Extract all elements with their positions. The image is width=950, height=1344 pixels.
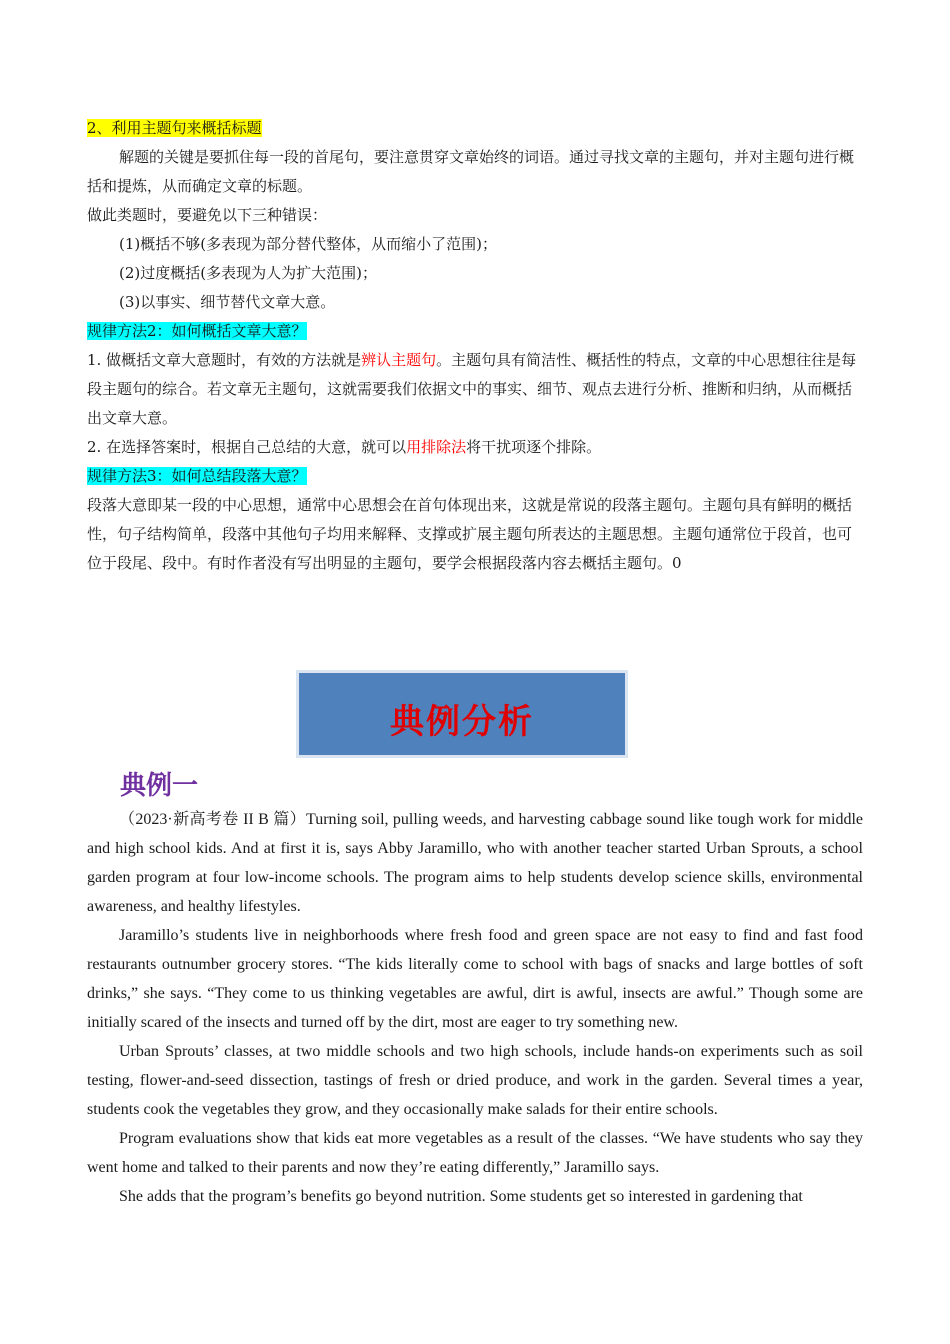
method-heading-text: 规律方法2：如何概括文章大意？ — [87, 322, 307, 340]
method-paragraph: 段落大意即某一段的中心思想，通常中心思想会在首句体现出来，这就是常说的段落主题句。主题句具有鲜明的概括性，句子结构简单，段落中其他句子均用来解释、支撑或扩展主题句所表达的主题思想。主题句通常位于段首，也可位于段尾、段中。有时作者没有写出明显的主题句，要学会根据段落内容去概括主题句。0 — [87, 496, 853, 572]
example-analysis-banner — [296, 670, 628, 758]
method-text: 将干扰项逐个排除。 — [466, 438, 602, 456]
passage-paragraph: Urban Sprouts’ classes, at two middle schools and two high schools, include hands-on experiments such as soil testing, flower-and-seed dissection, tastings of fresh or dried produce, and work in the garden. Several times a year, students cook the vegetables they grow, and they occasionally make salads for their entire schools. — [87, 1043, 863, 1118]
error-item: (1)概括不够(多表现为部分替代整体，从而缩小了范围)； — [119, 235, 497, 253]
method-text: 。主题句具有简洁性、概括性的特点，文章的中心思想往往是每段主题句的综合。若文章无主题句，这就需要我们依据文中的事实、细节、观点去进行分析、推断和归纳，从而概括出文章大意。 — [87, 351, 857, 427]
highlight-term: 辨认主题句 — [361, 351, 437, 369]
passage-paragraph: She adds that the program’s benefits go beyond nutrition. Some students get so interested in gardening that — [119, 1188, 803, 1205]
passage-text: Turning soil, pulling weeds, and harvesting cabbage sound like tough work for middle and high school kids. And at first it is, says Abby Jaramillo, who with another teacher started Urban Sprouts, a school garden program at four low-income schools. The program aims to help students develop science skills, environmental awareness, and healthy lifestyles. — [87, 811, 863, 915]
section-heading — [87, 114, 863, 143]
section-heading-text: 2、利用主题句来概括标题 — [87, 119, 262, 137]
passage-paragraph: Jaramillo’s students live in neighborhoods where fresh food and green space are not easy to find and fast food restaurants outnumber grocery stores. “The kids literally come to school with bags of snacks and large bottles of soft drinks,” she says. “They come to us thinking vegetables are awful, dirt is awful, insects are awful.” Though some are initially scared of the insects and turned off by the dirt, most are eager to try something new. — [87, 927, 863, 1031]
reading-passage — [87, 805, 863, 1211]
guidance-section — [87, 114, 863, 578]
error-item: (3)以事实、细节替代文章大意。 — [119, 293, 336, 311]
method-item — [87, 346, 863, 433]
passage-source: （2023·新高考卷 II B 篇） — [119, 811, 307, 828]
highlight-term: 用排除法 — [406, 438, 467, 456]
error-item: (2)过度概括(多表现为人为扩大范围)； — [119, 264, 377, 282]
method-text: 2. 在选择答案时，根据自己总结的大意，就可以 — [87, 438, 407, 456]
method-heading-text: 规律方法3：如何总结段落大意？ — [87, 467, 307, 485]
method-heading — [87, 462, 863, 491]
method-text: 1. 做概括文章大意题时，有效的方法就是 — [87, 351, 362, 369]
method-item — [87, 433, 863, 462]
section-paragraph: 做此类题时，要避免以下三种错误： — [87, 206, 328, 224]
banner-title: 典例分析 — [390, 701, 534, 742]
section-paragraph: 解题的关键是要抓住每一段的首尾句，要注意贯穿文章始终的词语。通过寻找文章的主题句，并对主题句进行概括和提炼，从而确定文章的标题。 — [87, 148, 855, 195]
example-heading: 典例一 — [120, 771, 199, 801]
passage-paragraph: Program evaluations show that kids eat more vegetables as a result of the classes. “We have students who say they went home and talked to their parents and now they’re eating differently,” Jaramillo says. — [87, 1130, 863, 1176]
method-heading — [87, 317, 863, 346]
passage-paragraph — [87, 805, 863, 921]
